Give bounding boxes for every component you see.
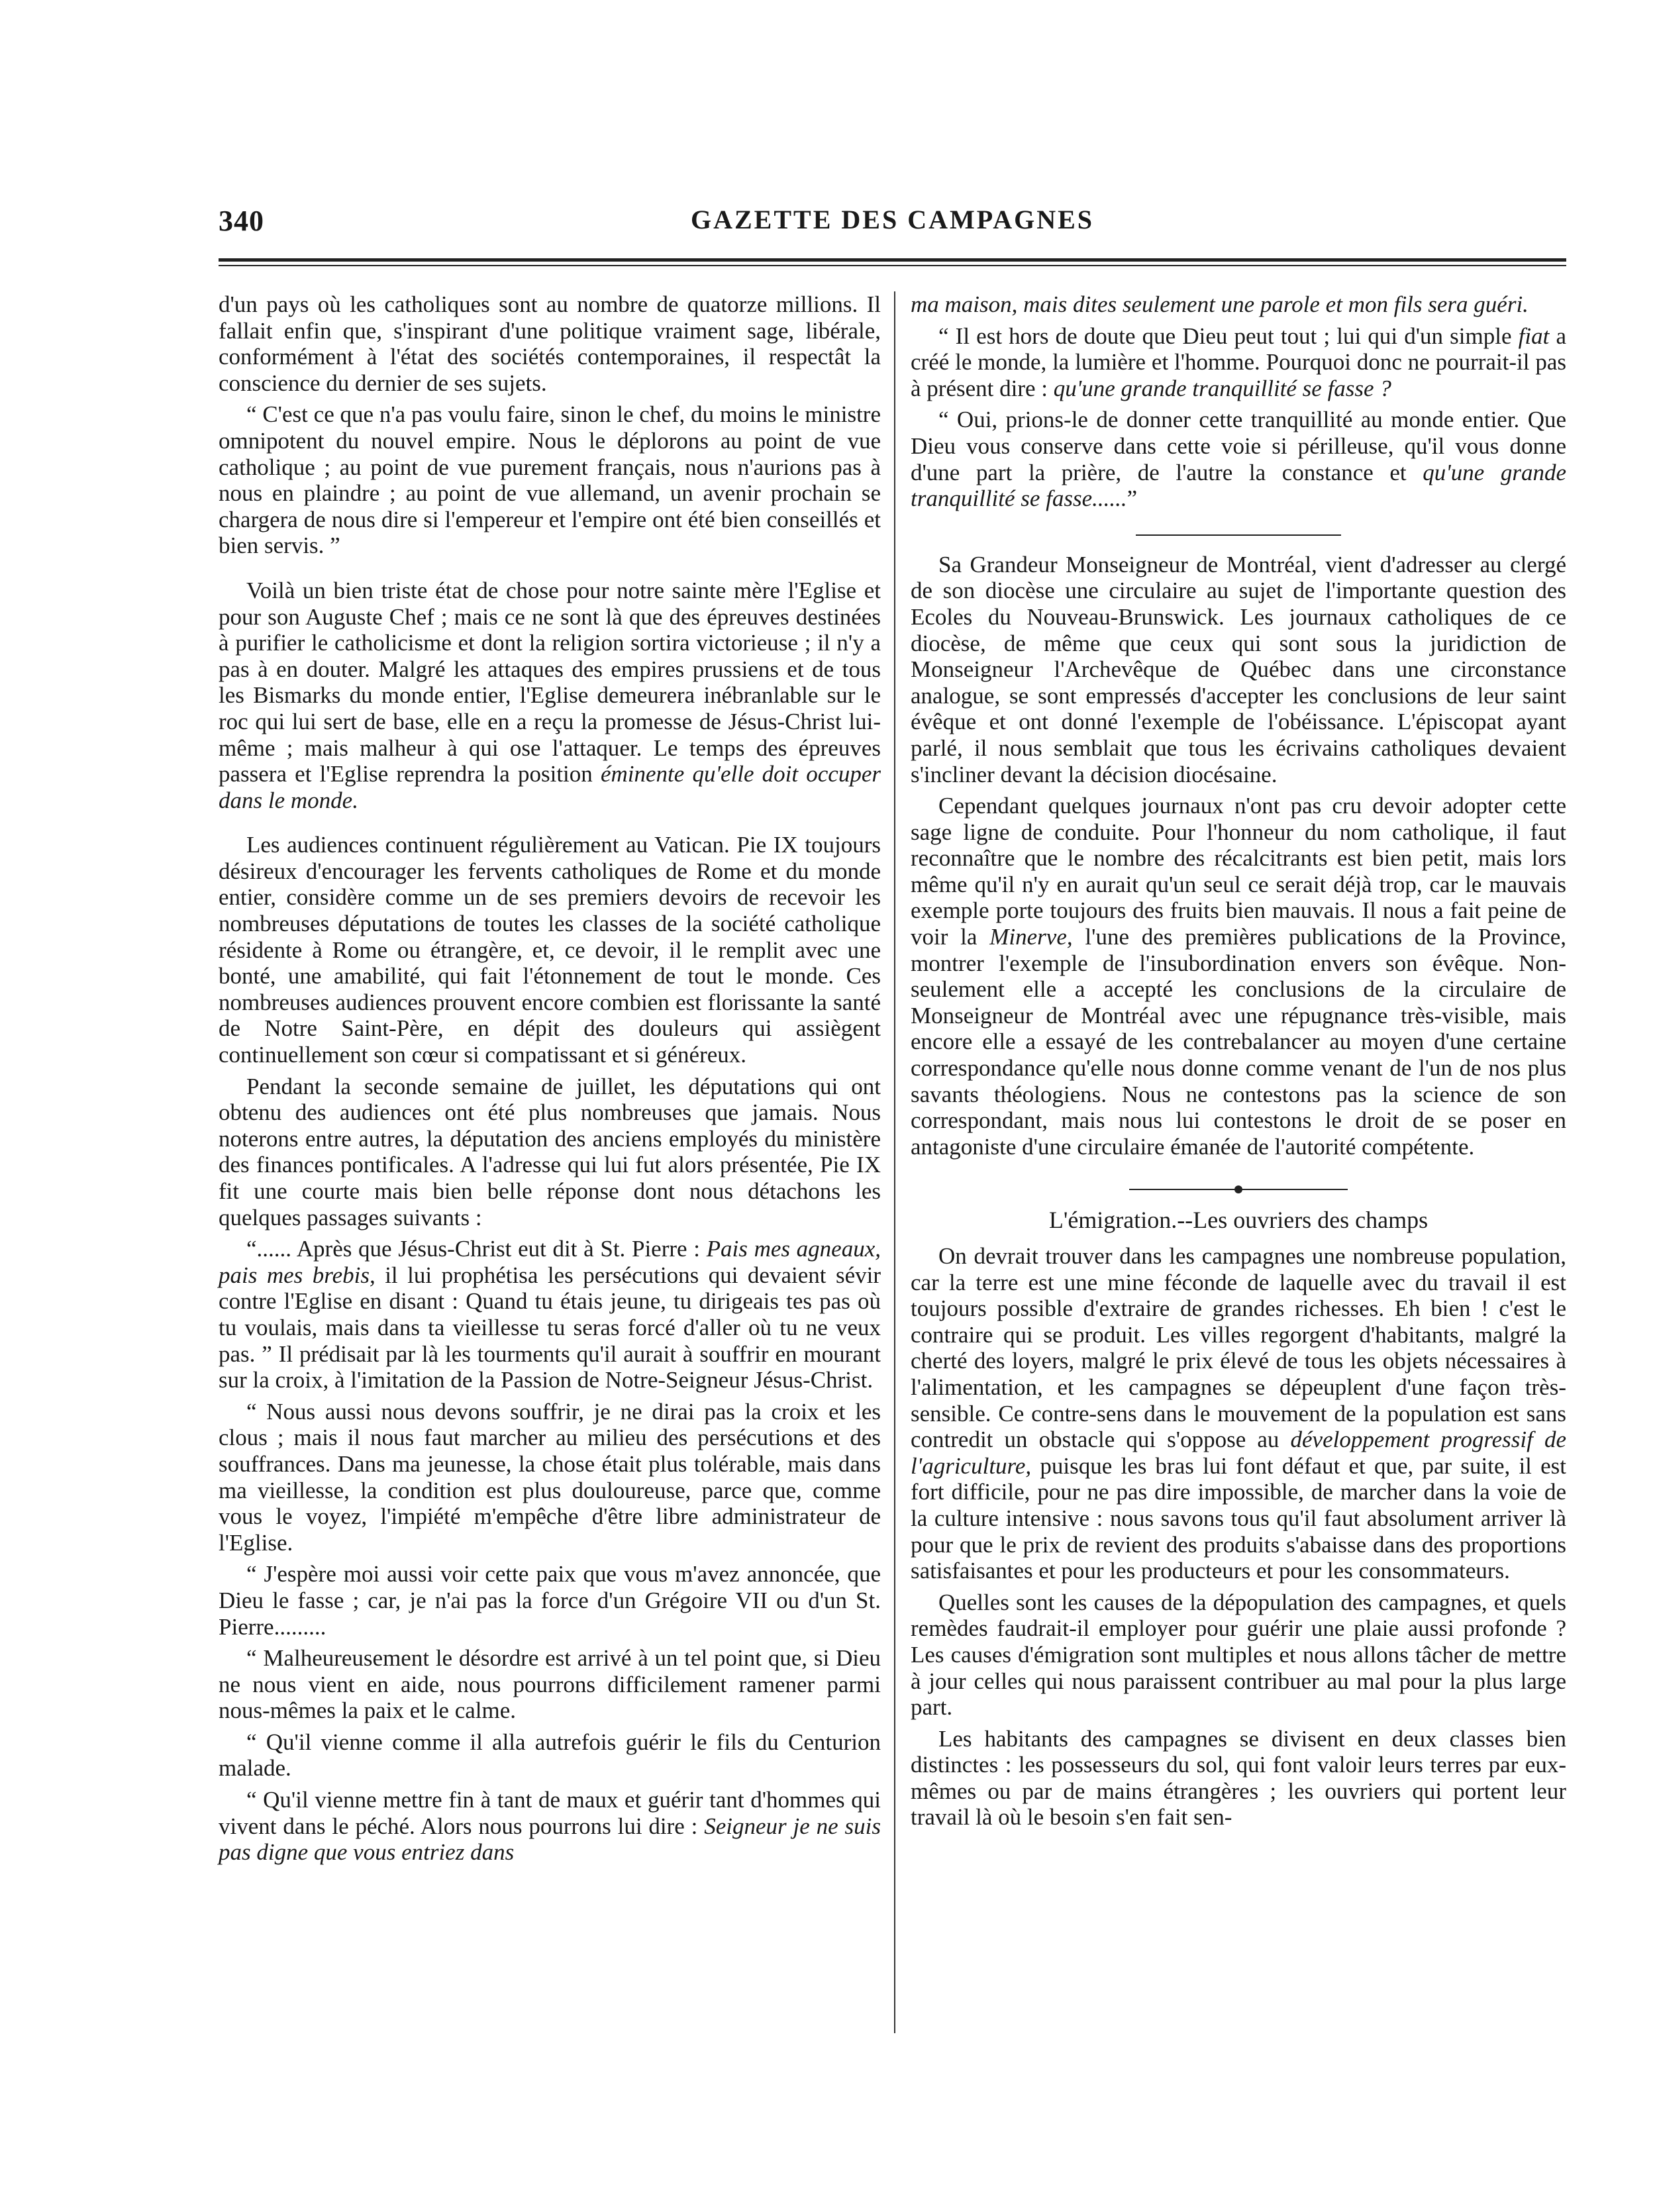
paragraph [219,578,881,813]
page-header [219,199,1566,245]
paragraph: “ Qu'il vienne comme il alla autrefois guérir le fils du Centurion malade. [219,1729,881,1782]
right-column [911,291,1566,1836]
section-divider-ornament [1129,1189,1348,1190]
left-column [219,291,881,1871]
paragraph-text: “...... Après que Jésus-Christ eut dit à St. Pierre : [246,1236,707,1262]
paragraph [219,1236,881,1393]
paragraph-text: “ Oui, prions-le de donner cette tranquillité au monde entier. Que Dieu vous conserve dans cette voie si périlleuse, qu'il vous donne d'une part la prière, de l'autre la constance et [911,407,1566,485]
italic-text: Minerve, [989,924,1073,950]
paragraph [219,1787,881,1866]
paragraph: Les audiences continuent régulièrement au Vatican. Pie IX toujours désireux d'encourager les fervents catholiques de Rome et du monde entier, considère comme un de ses premiers devoirs de recevoir les nombreuses députations de toutes les classes de la société catholique résidente à Rome ou étrangère, et, ce devoir, il le remplit avec une bonté, une amabilité, qui fait l'étonnement de tout le monde. Ces nombreuses audiences prouvent encore combien est florissante la santé de Notre Saint-Père, en dépit des douleurs qui assiègent continuellement son cœur si compatissant et si généreux. [219,832,881,1068]
paragraph: d'un pays où les catholiques sont au nombre de quatorze millions. Il fallait enfin que, s'inspirant d'une politique vraiment sage, libérale, conformément à l'état des sociétés contemporaines, il respectât la conscience du dernier de ses sujets. [219,291,881,396]
paragraph [911,407,1566,511]
header-rule-thick [219,258,1566,262]
paragraph: Sa Grandeur Monseigneur de Montréal, vient d'adresser au clergé de son diocèse une circulaire au sujet de l'importante question des Ecoles du Nouveau-Brunswick. Les journaux catholiques de ce diocèse, de même que ceux qui sont sous la juridiction de Monseigneur l'Archevêque de Québec dans une circonstance analogue, se sont empressés d'accepter les conclusions de leur saint évêque et ont donné l'exemple de l'obéissance. L'épiscopat ayant parlé, il nous semblait que tous les écrivains catholiques devaient s'incliner devant la décision diocésaine. [911,551,1566,787]
paragraph-text: Cependant quelques journaux n'ont pas cru devoir adopter cette sage ligne de conduite. Pour l'honneur du nom catholique, il faut reconnaître que le nombre des récalcitrants est bien petit, mais lors même qu'il n'y en aurait qu'un seul ce serait déjà trop, car le mauvais exemple porte toujours des fruits bien mauvais. Il nous a fait peine de voir la [911,793,1566,950]
paragraph: “ Nous aussi nous devons souffrir, je ne dirai pas la croix et les clous ; mais il nous faut marcher au milieu des persécutions et des souffrances. Dans ma jeunesse, la chose était plus tolérable, mais dans ma vieillesse, la condition est plus douloureuse, parce que, comme vous le voyez, l'impiété m'empêche d'être libre administrateur de l'Eglise. [219,1398,881,1556]
italic-text: développement progressif de l'agriculture, [911,1427,1566,1479]
italic-text: fiat [1518,323,1550,349]
paragraph: Quelles sont les causes de la dépopulation des campagnes, et quels remèdes faudrait-il employer pour guérir une plaie aussi profonde ? Les causes d'émigration sont multiples et nous allons tâcher de mettre à jour celles qui nous paraissent contribuer au mal pour la plus large part. [911,1589,1566,1721]
italic-text: Pais mes agneaux, pais mes brebis, [219,1236,881,1288]
paragraph: Pendant la seconde semaine de juillet, les députations qui ont obtenu des audiences ont été plus nombreuses que jamais. Nous noterons entre autres, la députation des anciens employés du ministère des finances pontificales. A l'adresse qui lui fut alors présentée, Pie IX fit une courte mais bien belle réponse dont nous détachons les quelques passages suivants : [219,1073,881,1231]
paragraph-text: il lui prophétisa les persécutions qui devaient sévir contre l'Eglise en disant : Quand tu étais jeune, tu dirigeais tes pas où tu voulais, mais dans ta vieillesse tu seras forcé d'aller où tu ne veux pas. ” Il prédisait par là les tourments qu'il aurait à souffrir en mourant sur la croix, à l'imitation de la Passion de Notre-Seigneur Jésus-Christ. [219,1262,881,1393]
paragraph-text: ” [1127,485,1138,512]
italic-text: Seigneur je ne suis pas digne que vous entriez dans [219,1813,881,1866]
ornament-dot [1234,1185,1242,1193]
italic-text: éminente qu'elle doit occuper dans le monde. [219,761,881,813]
paragraph-text: “ Il est hors de doute que Dieu peut tout ; lui qui d'un simple [938,323,1519,349]
paragraph: Les habitants des campagnes se divisent en deux classes bien distinctes : les possesseurs du sol, qui font valoir leurs terres par eux-mêmes ou par de mains étrangères ; les ouvriers qui portent leur travail là où le besoin s'en fait sen- [911,1725,1566,1831]
section-title: L'émigration.--Les ouvriers des champs [1048,1207,1429,1234]
paragraph [911,793,1566,1160]
paragraph: “ J'espère moi aussi voir cette paix que vous m'avez annoncée, que Dieu le fasse ; car, je n'ai pas la force d'un Grégoire VII ou d'un St. Pierre......... [219,1561,881,1640]
paragraph: “ Malheureusement le désordre est arrivé à un tel point que, si Dieu ne nous vient en aide, nous pourrons difficilement ramener parmi nous-mêmes la paix et le calme. [219,1645,881,1724]
running-title: GAZETTE DES CAMPAGNES [690,205,1094,234]
column-divider [894,291,895,2033]
page-number: 340 [219,205,264,237]
paragraph-text: “ Qu'il vienne mettre fin à tant de maux et guérir tant d'hommes qui vivent dans le péché. Alors nous pourrons lui dire : [219,1787,881,1839]
paragraph-text: Voilà un bien triste état de chose pour notre sainte mère l'Eglise et pour son Auguste Chef ; mais ce ne sont là que des épreuves destinées à purifier le catholicisme et dont la religion sortira victorieuse ; il n'y a pas à en douter. Malgré les attaques des empires prussiens et de tous les Bismarks du monde entier, l'Eglise demeurera inébranlable sur le roc qui lui sert de base, elle en a reçu la promesse de Jésus-Christ lui-même ; mais malheur à qui ose l'attaquer. Le temps des épreuves passera et l'Eglise reprendra la position [219,577,881,787]
section-divider [1136,534,1341,536]
paragraph [911,1243,1566,1584]
italic-text: ma maison, mais dites seulement une parole et mon fils sera guéri. [911,291,1529,317]
paragraph-text: On devrait trouver dans les campagnes une nombreuse population, car la terre est une mine féconde de laquelle avec du travail il est toujours possible d'extraire de grandes richesses. Eh bien ! c'est le contraire qui se produit. Les villes regorgent d'habitants, malgré la cherté des loyers, malgré le prix élevé de tous les objets nécessaires à l'alimentation, et les campagnes se dépeuplent d'une façon très-sensible. Ce contre-sens dans le mouvement de la population est sans contredit un obstacle qui s'oppose au [911,1243,1566,1453]
paragraph: “ C'est ce que n'a pas voulu faire, sinon le chef, du moins le ministre omnipotent du nouvel empire. Nous le déplorons au point de vue catholique ; au point de vue purement français, nous n'aurions pas à nous en plaindre ; au point de vue allemand, un avenir prochain se chargera de nous dire si l'empereur et l'empire ont été bien conseillés et bien servis. ” [219,401,881,559]
header-rule-thin [219,265,1566,266]
paragraph-text: puisque les bras lui font défaut et que, par suite, il est fort difficile, pour ne pas dire impossible, de marcher dans la voie de la culture intensive : nous savons tous qu'il faut absolument arriver là pour que le prix de revient des produits s'abaisse dans des proportions satisfaisantes et pour les producteurs et pour les consommateurs. [911,1452,1566,1584]
paragraph [911,291,1566,318]
paragraph [911,323,1566,402]
paragraph-text: l'une des premières publications de la Province, montrer l'exemple de l'insubordination envers son évêque. Non-seulement elle a accepté les conclusions de la circulaire de Monseigneur de Montréal avec une répugnance très-visible, mais encore elle a essayé de les contrebalancer au moyen d'une certaine correspondance qu'elle nous donne comme venant de l'un de nos plus savants théologiens. Nous ne contestons pas la science de son correspondant, mais nous lui contestons le droit de se poser en antagoniste d'une circulaire émanée de l'autorité compétente. [911,924,1566,1160]
italic-text: qu'une grande tranquillité se fasse ? [1053,375,1391,401]
paragraph-text: a créé le monde, la lumière et l'homme. Pourquoi donc ne pourrait-il pas à présent dire : [911,323,1566,401]
italic-text: qu'une grande tranquillité se fasse...... [911,459,1566,512]
